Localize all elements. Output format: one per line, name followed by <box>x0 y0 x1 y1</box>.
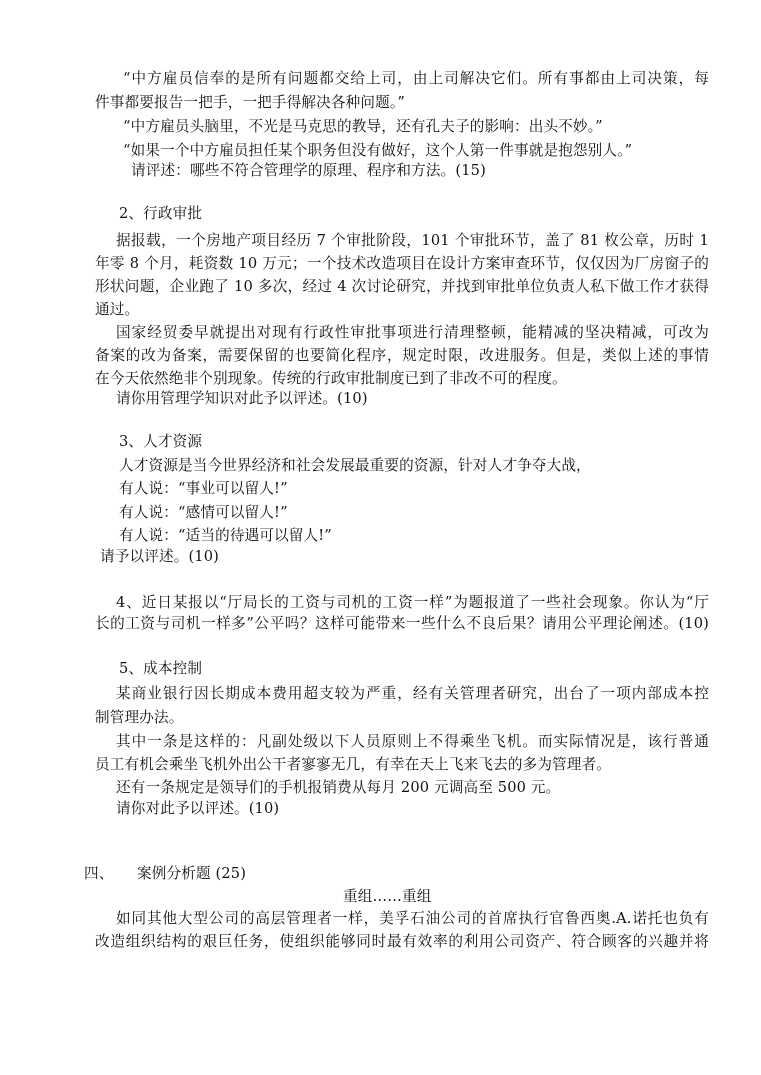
q5-para1-line2: 制管理办法。 <box>95 709 184 726</box>
q1-para1-line2: 件事都要报告一把手，一把手得解决各种问题。” <box>95 94 405 111</box>
case-title: 重组……重组 <box>343 888 432 905</box>
q3-intro: 人才资源是当今世界经济和社会发展最重要的资源，针对人才争夺大战， <box>119 457 591 474</box>
q5-heading: 5、成本控制 <box>119 660 203 677</box>
q3-heading: 3、人才资源 <box>119 433 203 450</box>
q3-question: 请予以评述。(10) <box>100 548 220 565</box>
q5-para3: 还有一条规定是领导们的手机报销费从每月 200 元调高至 500 元。 <box>116 779 561 796</box>
q5-para2-line2: 员工有机会乘坐飞机外出公干者寥寥无几，有幸在天上飞来飞去的多为管理者。 <box>95 756 612 773</box>
q2-para1-line3: 形状问题，企业跑了 10 多次，经过 4 次讨论研究，并找到审批单位负责人私下做工作才获得 <box>95 278 709 295</box>
q4-line1: 4、近日某报以“厅局长的工资与司机的工资一样”为题报道了一些社会现象。你认为“厅 <box>116 594 709 611</box>
q5-question: 请你对此予以评述。(10) <box>116 800 280 817</box>
q2-para1-line2: 年零 8 个月，耗资数 10 万元；一个技术改造项目在设计方案审查环节，仅仅因为厂房窗子的 <box>95 255 709 272</box>
q3-view3: 有人说：“适当的待遇可以留人!” <box>119 527 332 544</box>
q4-line2: 长的工资与司机一样多”公平吗？这样可能带来一些什么不良后果？请用公平理论阐述。(10) <box>95 615 709 632</box>
section4-number: 四、 <box>84 865 114 882</box>
q5-para2-line1: 其中一条是这样的：凡副处级以下人员原则上不得乘坐飞机。而实际情况是，该行普通 <box>116 733 709 750</box>
q1-question: 请评述：哪些不符合管理学的原理、程序和方法。(15) <box>131 162 486 179</box>
q2-para1-line4: 通过。 <box>95 301 140 318</box>
q1-para1-line1: “中方雇员信奉的是所有问题都交给上司，由上司解决它们。所有事都由上司决策，每 <box>123 70 709 87</box>
q3-view2: 有人说：“感情可以留人!” <box>119 504 288 521</box>
case-para1-line1: 如同其他大型公司的高层管理者一样，美孚石油公司的首席执行官鲁西奥.A.诺托也负有 <box>116 910 709 927</box>
q1-para3: “如果一个中方雇员担任某个职务但没有做好，这个人第一件事就是抱怨别人。” <box>123 142 633 159</box>
q5-para1-line1: 某商业银行因长期成本费用超支较为严重，经有关管理者研究，出台了一项内部成本控 <box>116 685 709 702</box>
q2-heading: 2、行政审批 <box>119 205 203 222</box>
section4-title: 案例分析题 (25) <box>137 865 247 882</box>
q2-para2-line2: 备案的改为备案，需要保留的也要简化程序，规定时限，改进服务。但是，类似上述的事情 <box>95 347 709 364</box>
q2-question: 请你用管理学知识对此予以评述。(10) <box>116 390 368 407</box>
q1-para2: “中方雇员头脑里，不光是马克思的教导，还有孔夫子的影响：出头不妙。” <box>123 118 603 135</box>
q2-para1-line1: 据报载，一个房地产项目经历 7 个审批阶段，101 个审批环节，盖了 81 枚公章，历时 1 <box>116 232 709 249</box>
case-para1-line2: 改造组织结构的艰巨任务，使组织能够同时最有效率的利用公司资产、符合顾客的兴趣并将 <box>95 933 709 950</box>
q2-para2-line3: 在今天依然绝非个别现象。传统的行政审批制度已到了非改不可的程度。 <box>95 370 567 387</box>
q3-view1: 有人说：“事业可以留人!” <box>119 480 288 497</box>
q2-para2-line1: 国家经贸委早就提出对现有行政性审批事项进行清理整顿，能精减的坚决精减，可改为 <box>116 324 709 341</box>
